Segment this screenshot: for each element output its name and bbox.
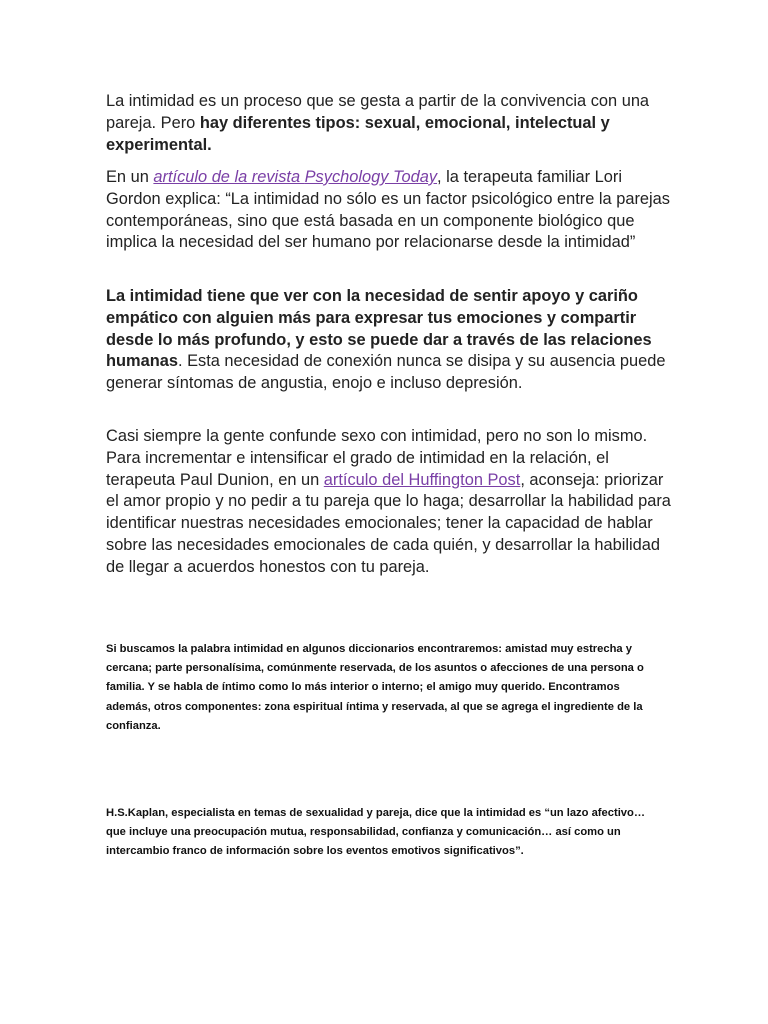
paragraph-need-for-support [106,286,676,395]
huffington-post-article-link[interactable]: artículo del Huffington Post [323,470,521,489]
paragraph-sex-vs-intimacy [106,426,676,579]
paragraph-intimacy-types [106,91,676,156]
paragraph-text: Si buscamos la palabra intimidad en algunos diccionarios encontraremos: amistad muy estrecha y cercana; parte personalísima, comúnmente reservada, de los asuntos o afecciones de una persona o familia. Y se habla de íntimo como lo más interior o interno; el amigo muy querido. Encontramos además, otros componentes: zona espiritual íntima y reservada, al que se agrega el ingrediente de la confianza. [106,643,644,732]
paragraph-text: , la terapeuta familiar Lori Gordon explica: “La intimidad no sólo es un factor psicológico entre la parejas contemporáneas, sino que está basada en un componente biológico que implica la necesidad del ser humano por relacionarse desde la intimidad” [106,168,670,252]
paragraph-bold-text: La intimidad tiene que ver con la necesidad de sentir apoyo y cariño empático con alguien más para expresar tus emociones y compartir desde lo más profundo, y esto se puede dar a través de las relaciones humanas [106,287,652,371]
paragraph-text: En un [106,168,154,186]
paragraph-text: . Esta necesidad de conexión nunca se disipa y su ausencia puede generar síntomas de angustia, enojo e incluso depresión. [106,352,666,393]
paragraph-bold-text: hay diferentes tipos: sexual, emocional, intelectual y experimental. [106,113,610,154]
paragraph-text: Casi siempre la gente confunde sexo con intimidad, pero no son lo mismo. Para incrementar e intensificar el grado de intimidad en la relación, el terapeuta Paul Dunion, en un [106,427,648,489]
paragraph-text: H.S.Kaplan, especialista en temas de sexualidad y pareja, dice que la intimidad es “un lazo afectivo… que incluye una preocupación mutua, responsabilidad, confianza y comunicación… así como un intercambio franco de información sobre los eventos emotivos significativos”. [106,807,646,858]
paragraph-psychology-today [106,167,676,254]
paragraph-text: La intimidad es un proceso que se gesta a partir de la convivencia con una pareja. Pero [106,92,650,132]
psychology-today-article-link[interactable] [153,168,437,186]
paragraph-kaplan-quote [106,804,662,862]
paragraph-text: , aconseja: priorizar el amor propio y no pedir a tu pareja que lo haga; desarrollar la habilidad para identificar nuestras necesidades emocionales; tener la capacidad de hablar sobre las necesidades emocionales de cada quién, y desarrollar la habilidad de llegar a acuerdos honestos con tu pareja. [106,470,671,576]
paragraph-dictionary-definition [106,640,662,736]
link-text: artículo de la revista [153,168,305,186]
link-text: Psychology Today [304,168,438,186]
